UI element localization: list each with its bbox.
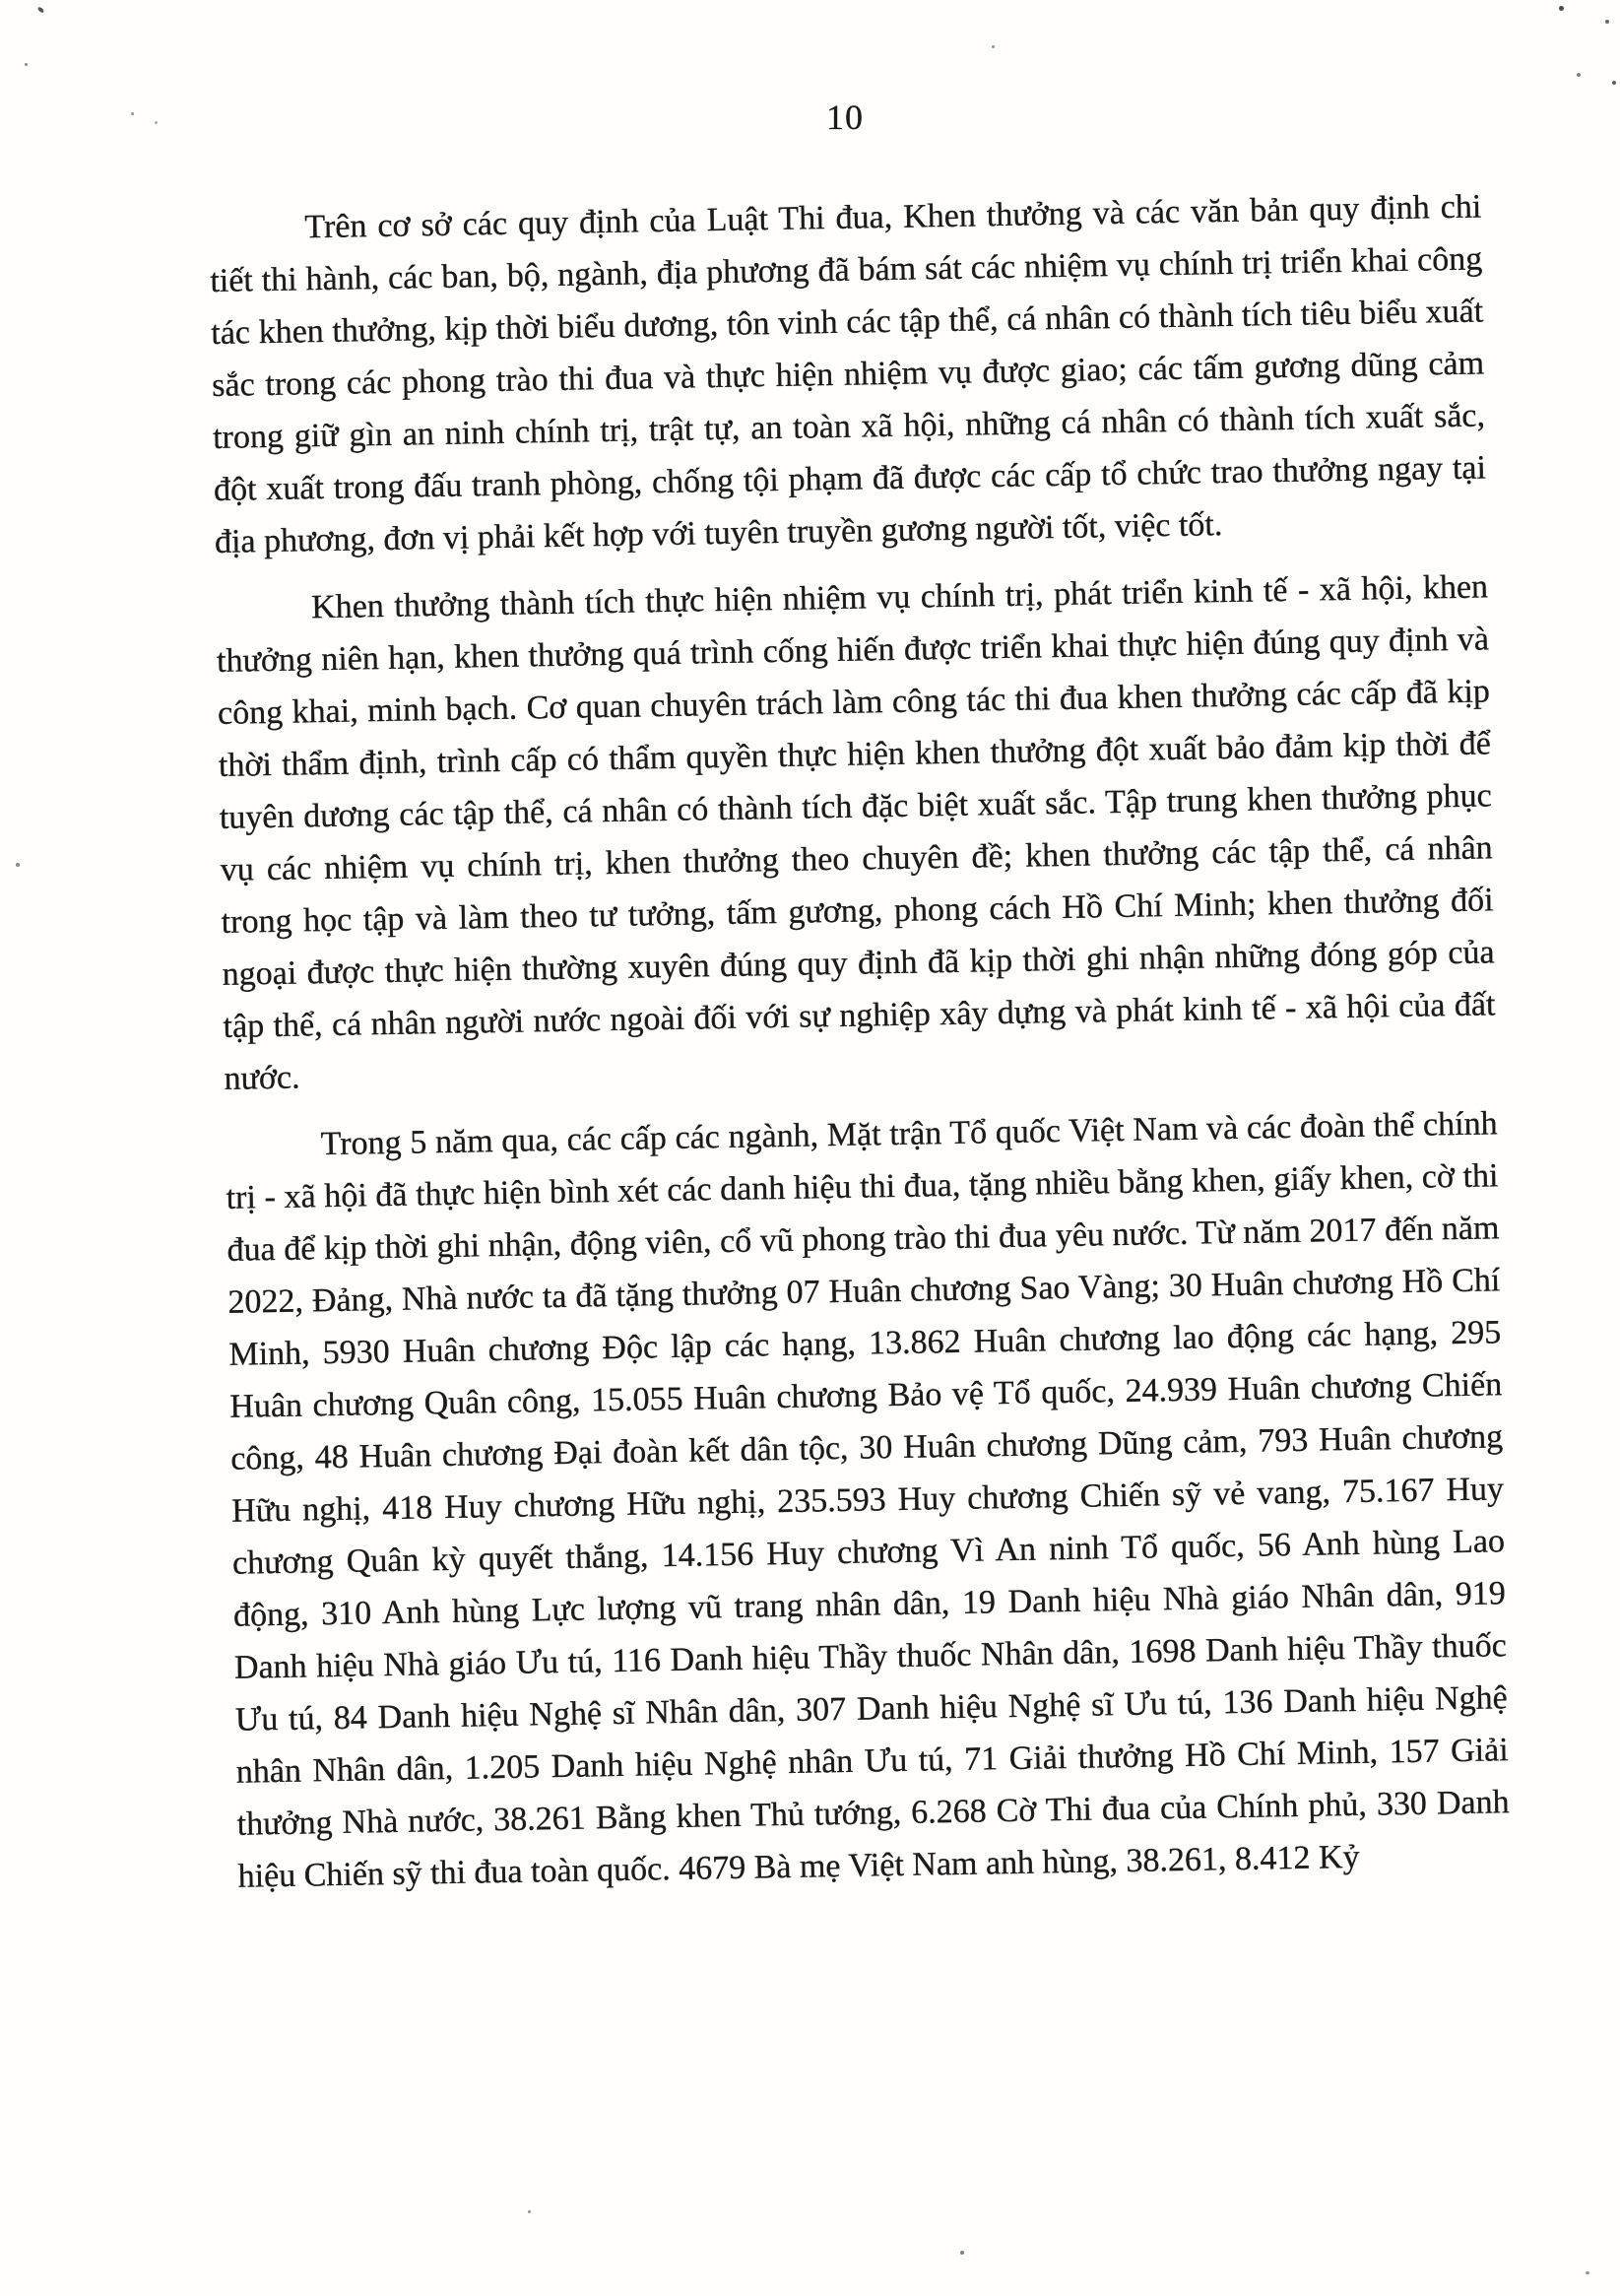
scan-speck bbox=[37, 6, 45, 14]
scan-speck bbox=[1559, 6, 1564, 11]
paragraph-statistics-2017-2022: Trong 5 năm qua, các cấp các ngành, Mặt trận Tổ quốc Việt Nam và các đoàn thể chính trị - xã hội đã thực hiện bình xét các danh hiệu thi đua, tặng nhiều bằng khen, giấy khen, cờ thi đua để kịp thời ghi nhận, động viên, cổ vũ phong trào thi đua yêu nước. Từ năm 2017 đến năm 2022, Đảng, Nhà nước ta đã tặng thưởng 07 Huân chương Sao Vàng; 30 Huân chương Hồ Chí Minh, 5930 Huân chương Độc lập các hạng, 13.862 Huân chương lao động các hạng, 295 Huân chương Quân công, 15.055 Huân chương Bảo vệ Tổ quốc, 24.939 Huân chương Chiến công, 48 Huân chương Đại đoàn kết dân tộc, 30 Huân chương Dũng cảm, 793 Huân chương Hữu nghị, 418 Huy chương Hữu nghị, 235.593 Huy chương Chiến sỹ vẻ vang, 75.167 Huy chương Quân kỳ quyết thắng, 14.156 Huy chương Vì An ninh Tổ quốc, 56 Anh hùng Lao động, 310 Anh hùng Lực lượng vũ trang nhân dân, 19 Danh hiệu Nhà giáo Nhân dân, 919 Danh hiệu Nhà giáo Ưu tú, 116 Danh hiệu Thầy thuốc Nhân dân, 1698 Danh hiệu Thầy thuốc Ưu tú, 84 Danh hiệu Nghệ sĩ Nhân dân, 307 Danh hiệu Nghệ sĩ Ưu tú, 136 Danh hiệu Nghệ nhân Nhân dân, 1.205 Danh hiệu Nghệ nhân Ưu tú, 71 Giải thưởng Hồ Chí Minh, 157 Giải thưởng Nhà nước, 38.261 Bằng khen Thủ tướng, 6.268 Cờ Thi đua của Chính phủ, 330 Danh hiệu Chiến sỹ thi đua toàn quốc. 4679 Bà mẹ Việt Nam anh hùng, 38.261, 8.412 Kỷ bbox=[226, 1105, 1510, 1895]
paragraph-legal-basis: Trên cơ sở các quy định của Luật Thi đua, Khen thưởng và các văn bản quy định chi tiết thi hành, các ban, bộ, ngành, địa phương đã bám sát các nhiệm vụ chính trị triển khai công tác khen thưởng, kịp thời biểu dương, tôn vinh các tập thể, cá nhân có thành tích tiêu biểu xuất sắc trong các phong trào thi đua và thực hiện nhiệm vụ được giao; các tấm gương dũng cảm trong giữ gìn an ninh chính trị, trật tự, an toàn xã hội, những cá nhân có thành tích xuất sắc, đột xuất trong đấu tranh phòng, chống tội phạm đã được các cấp tổ chức trao thưởng ngay tại địa phương, đơn vị phải kết hợp với tuyên truyền gương người tốt, việc tốt. bbox=[210, 188, 1487, 560]
scan-speck bbox=[25, 63, 28, 66]
page-number: 10 bbox=[826, 98, 864, 137]
scan-speck bbox=[1612, 81, 1616, 85]
paragraph-reward-implementation: Khen thưởng thành tích thực hiện nhiệm vụ chính trị, phát triển kinh tế - xã hội, khen thưởng niên hạn, khen thưởng quá trình cống hiến được triển khai thực hiện đúng quy định và công khai, minh bạch. Cơ quan chuyên trách làm công tác thi đua khen thưởng các cấp đã kịp thời thẩm định, trình cấp có thẩm quyền thực hiện khen thưởng đột xuất bảo đảm kịp thời để tuyên dương các tập thể, cá nhân có thành tích đặc biệt xuất sắc. Tập trung khen thưởng phục vụ các nhiệm vụ chính trị, khen thưởng theo chuyên đề; khen thưởng các tập thể, cá nhân trong học tập và làm theo tư tưởng, tấm gương, phong cách Hồ Chí Minh; khen thưởng đối ngoại được thực hiện thường xuyên đúng quy định đã kịp thời ghi nhận những đóng góp của tập thể, cá nhân người nước ngoài đối với sự nghiệp xây dựng và phát kinh tế - xã hội của đất nước. bbox=[216, 568, 1496, 1097]
scan-speck bbox=[992, 45, 995, 48]
document-content bbox=[209, 180, 1511, 1902]
scan-speck bbox=[1586, 2271, 1589, 2274]
scan-speck bbox=[16, 863, 20, 867]
scan-speck bbox=[131, 112, 134, 115]
scan-speck bbox=[1577, 73, 1581, 77]
scan-speck bbox=[155, 121, 158, 124]
scan-speck bbox=[1605, 20, 1609, 24]
scan-speck bbox=[528, 2210, 531, 2213]
scan-speck bbox=[960, 2251, 964, 2255]
